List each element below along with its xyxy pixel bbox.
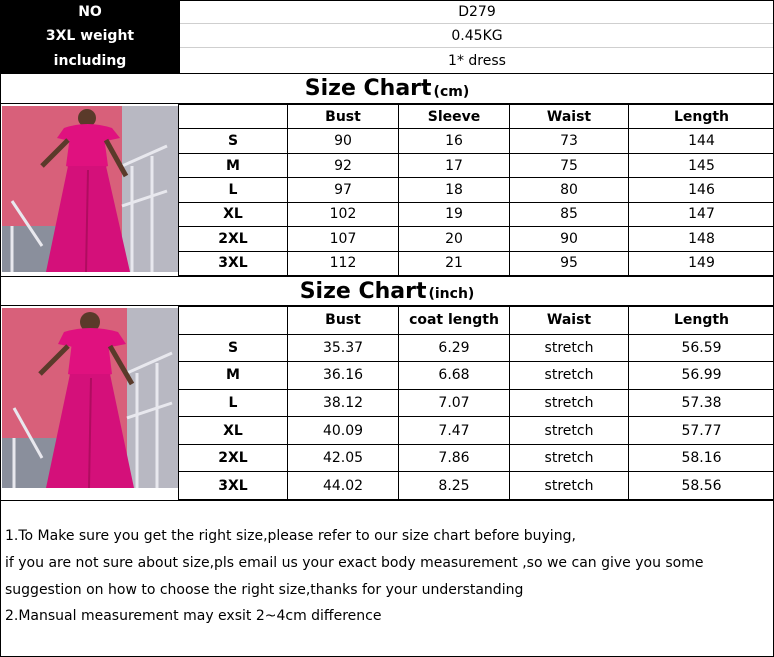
table-cell: 102 [288, 202, 399, 226]
table-row [179, 129, 774, 153]
table-cell: 57.77 [629, 417, 774, 445]
column-header: Waist [510, 105, 629, 129]
table-cell: 149 [629, 251, 774, 275]
size-chart-cm-table [178, 104, 774, 276]
size-label: L [179, 389, 288, 417]
table-cell: 90 [510, 227, 629, 251]
size-label: 3XL [179, 472, 288, 500]
table-cell: 44.02 [288, 472, 399, 500]
table-row [179, 251, 774, 275]
table-cell: 90 [288, 129, 399, 153]
table-row [179, 362, 774, 390]
header-label-weight: 3XL weight [0, 24, 180, 48]
table-cell: 42.05 [288, 444, 399, 472]
model-photo-dress-icon [2, 308, 178, 488]
table-cell: stretch [510, 362, 629, 390]
table-cell: 148 [629, 227, 774, 251]
table-cell: 146 [629, 178, 774, 202]
table-header-row [179, 307, 774, 335]
table-cell: 144 [629, 129, 774, 153]
table-cell: stretch [510, 417, 629, 445]
table-cell: 19 [399, 202, 510, 226]
table-row [179, 178, 774, 202]
table-cell: 6.29 [399, 334, 510, 362]
header-value-no: D279 [180, 0, 774, 24]
table-header-row [179, 105, 774, 129]
size-label: XL [179, 202, 288, 226]
table-cell: 7.07 [399, 389, 510, 417]
table-cell: 107 [288, 227, 399, 251]
table-cell: 8.25 [399, 472, 510, 500]
table-row [179, 202, 774, 226]
table-cell: 7.86 [399, 444, 510, 472]
size-label: XL [179, 417, 288, 445]
size-label: M [179, 153, 288, 177]
table-cell: 36.16 [288, 362, 399, 390]
note-line: if you are not sure about size,pls email us your exact body measurement ,so we can give you some [5, 555, 704, 571]
table-cell: stretch [510, 389, 629, 417]
column-header [179, 307, 288, 335]
size-chart-inch-title [0, 276, 774, 306]
size-chart-inch-table [178, 306, 774, 500]
model-photo-dress-icon [2, 106, 178, 272]
title-unit: (cm) [433, 83, 470, 100]
table-cell: 92 [288, 153, 399, 177]
title-text: Size Chart [304, 76, 432, 101]
table-cell: 147 [629, 202, 774, 226]
table-cell: stretch [510, 472, 629, 500]
table-cell: 145 [629, 153, 774, 177]
note-line: 1.To Make sure you get the right size,please refer to our size chart before buying, [5, 528, 576, 544]
column-header [179, 105, 288, 129]
table-row [179, 153, 774, 177]
table-cell: 73 [510, 129, 629, 153]
note-line: 2.Mansual measurement may exsit 2~4cm difference [5, 608, 382, 624]
size-label: 3XL [179, 251, 288, 275]
size-label: 2XL [179, 444, 288, 472]
table-cell: 35.37 [288, 334, 399, 362]
note-line: suggestion on how to choose the right size,thanks for your understanding [5, 582, 524, 598]
notes-section [0, 500, 774, 657]
table-cell: 16 [399, 129, 510, 153]
table-cell: 40.09 [288, 417, 399, 445]
table-row [179, 472, 774, 500]
size-label: 2XL [179, 227, 288, 251]
table-cell: 17 [399, 153, 510, 177]
header-label-no: NO [0, 0, 180, 24]
table-row [179, 389, 774, 417]
table-cell: 21 [399, 251, 510, 275]
table-cell: 58.56 [629, 472, 774, 500]
header-label-including: including [0, 48, 180, 73]
column-header: Bust [288, 307, 399, 335]
table-cell: stretch [510, 444, 629, 472]
column-header: Bust [288, 105, 399, 129]
column-header: Length [629, 307, 774, 335]
table-cell: 38.12 [288, 389, 399, 417]
table-cell: 56.59 [629, 334, 774, 362]
table-row [179, 444, 774, 472]
size-label: S [179, 129, 288, 153]
table-cell: 95 [510, 251, 629, 275]
table-cell: 57.38 [629, 389, 774, 417]
table-cell: 6.68 [399, 362, 510, 390]
table-row [179, 417, 774, 445]
size-label: S [179, 334, 288, 362]
table-cell: 80 [510, 178, 629, 202]
size-label: L [179, 178, 288, 202]
table-cell: 75 [510, 153, 629, 177]
table-cell: 56.99 [629, 362, 774, 390]
table-cell: 18 [399, 178, 510, 202]
header-value-including: 1* dress [448, 52, 506, 69]
column-header: Waist [510, 307, 629, 335]
title-text: Size Chart [299, 278, 427, 304]
table-cell: 97 [288, 178, 399, 202]
table-row [179, 227, 774, 251]
column-header: Sleeve [399, 105, 510, 129]
size-chart-cm-title [0, 73, 774, 104]
table-cell: 20 [399, 227, 510, 251]
table-cell: 58.16 [629, 444, 774, 472]
table-cell: 7.47 [399, 417, 510, 445]
table-cell: 85 [510, 202, 629, 226]
table-cell: stretch [510, 334, 629, 362]
size-label: M [179, 362, 288, 390]
table-row [179, 334, 774, 362]
title-unit: (inch) [428, 286, 475, 302]
header-value-weight: 0.45KG [180, 24, 774, 48]
column-header: Length [629, 105, 774, 129]
column-header: coat length [399, 307, 510, 335]
table-cell: 112 [288, 251, 399, 275]
